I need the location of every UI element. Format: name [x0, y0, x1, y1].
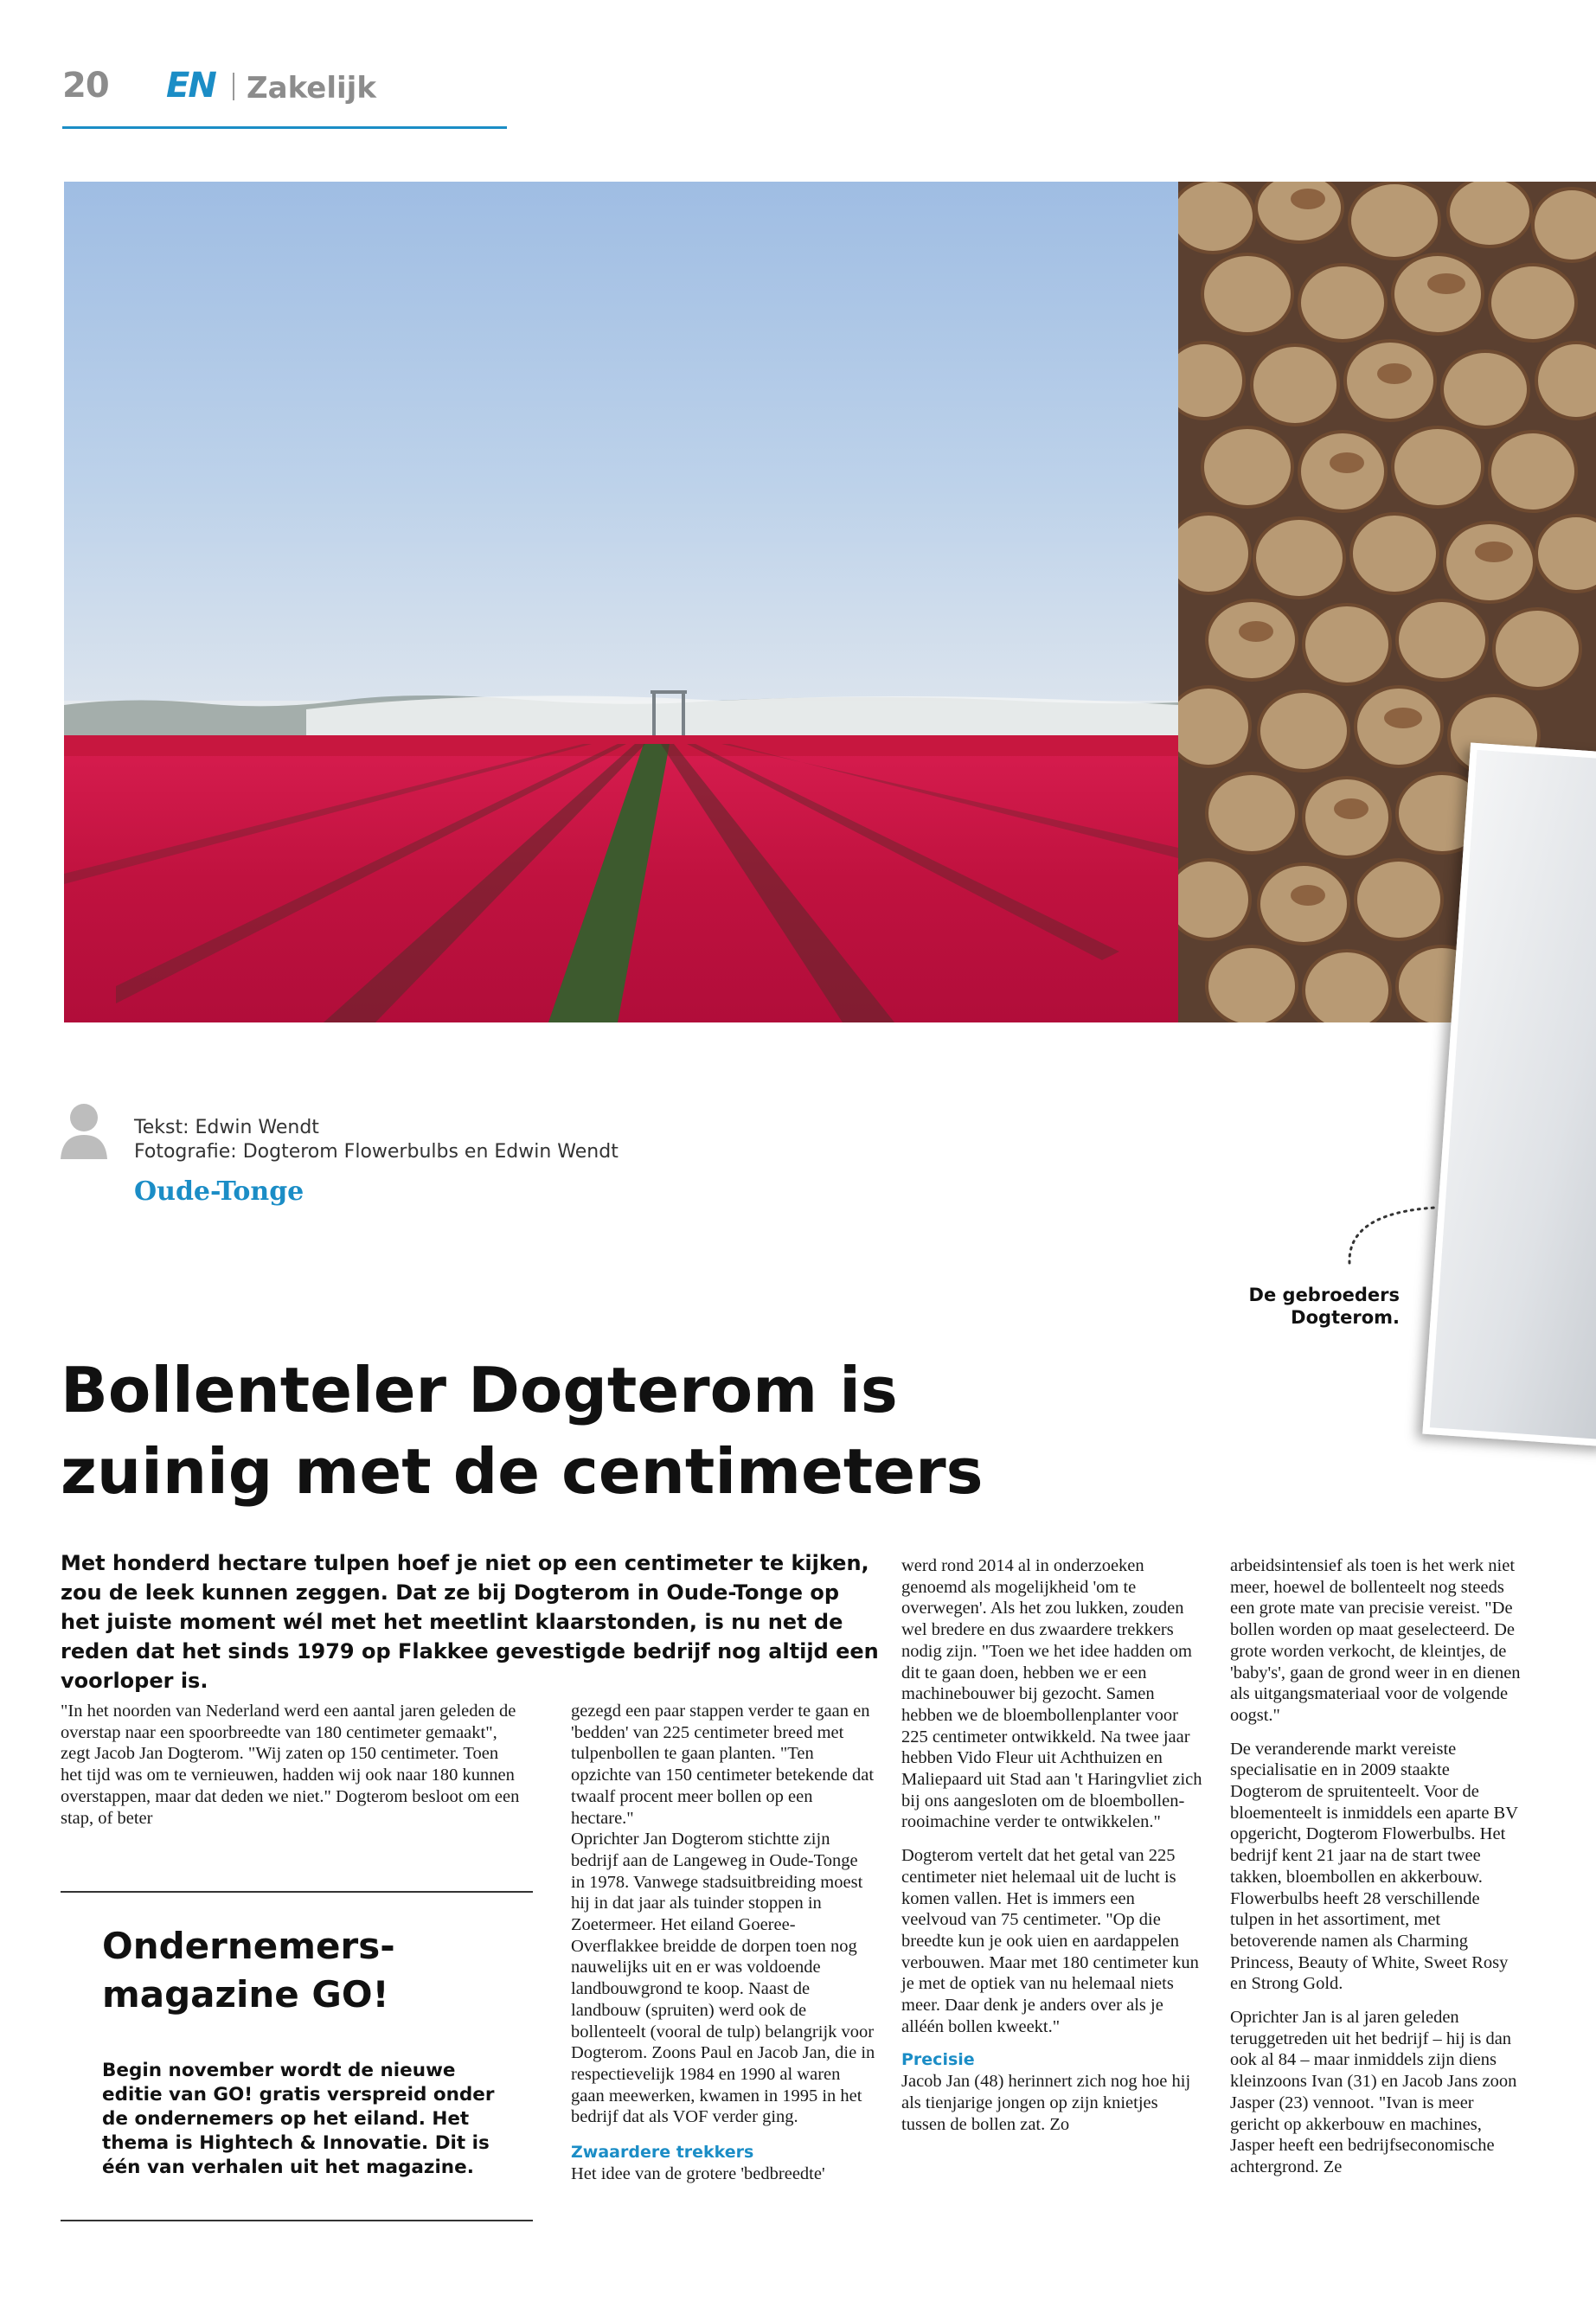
- header-divider: [233, 73, 234, 100]
- page-number: 20: [62, 66, 109, 106]
- box-top-rule: [61, 1891, 533, 1893]
- article-paragraph: werd rond 2014 al in onderzoeken genoemd als mogelijkheid 'om te overwegen'. Als het zou lukken, zouden wel bredere en dus zwaardere trekkers nodig zijn. "Toen we het idee hadden om dit te gaan doen, hebben we er een machinebouwer bij gezocht. Samen hebben we de bloembollenplanter voor 225 centimeter ontwikkeld. Na twee jaar hebben Vido Fleur uit Achthuizen en Maliepaard uit Stad aan 't Haringvliet zich bij ons aangesloten om de bloembollen-rooimachine verder te ontwikkelen.": [901, 1556, 1202, 1832]
- article-paragraph: gezegd een paar stappen verder te gaan en 'bedden' van 225 centimeter breed met tulpenbollen te gaan planten. "Ten opzichte van 150 centimeter betekende dat twaalf procent meer bollen op een hectare.": [571, 1702, 875, 1828]
- article-paragraph: arbeidsintensief als toen is het werk niet meer, hoewel de bollenteelt nog steeds een grote mate van precisie vereist. "De bollen worden op maat geselecteerd. De grote worden verkocht, de kleintjes, de 'baby's', gaan de grond weer in en dienen als uitgangsmateriaal voor de volgende oogst.": [1230, 1556, 1521, 1725]
- en-logo: EN: [166, 66, 215, 106]
- headline: Bollenteler Dogterom is zuinig met de centimeters: [61, 1354, 984, 1508]
- article-column-4: [1230, 1555, 1524, 2190]
- article-paragraph: "In het noorden van Nederland werd een aantal jaren geleden de overstap naar een spoorbreedte van 180 centimeter gemaakt", zegt Jacob Jan Dogterom. "Wij zaten op 150 centimeter. Toen het tijd was om te vernieuwen, hadden wij ook naar 180 kunnen overstappen, maar dat deden we niet." Dogterom besloot om een stap, of beter: [61, 1702, 520, 1828]
- photo-caption: De gebroeders Dogterom.: [1248, 1285, 1400, 1328]
- article-column-3: [901, 1555, 1204, 2147]
- article-paragraph: Oprichter Jan is al jaren geleden teruggetreden uit het bedrijf – hij is dan ook al 84 – maar inmiddels zijn diens kleinzoons Ivan (31) en Jacob Jans zoon Jasper (23) vennoot. "Ivan is meer gericht op akkerbouw en machines, Jasper heeft een bedrijfseconomische achtergrond. Ze: [1230, 2008, 1517, 2176]
- box-title: Ondernemers- magazine GO!: [102, 1925, 395, 2016]
- article-paragraph: Dogterom vertelt dat het getal van 225 centimeter niet helemaal uit de lucht is komen vallen. Het is immers een veelvoud van 75 centimeter. "Op die breedte kun je ook uien en aardappelen verbouwen. Maar met 180 centimeter kun je met de optiek van nu helemaal niets meer. Daar denk je anders over als je alléén bollen kweekt.": [901, 1846, 1199, 2036]
- byline: [134, 1116, 619, 1164]
- section-label: Zakelijk: [247, 71, 376, 106]
- article-paragraph: Jacob Jan (48) herinnert zich nog hoe hij als tienjarige jongen op zijn knietjes tussen de bollen zat. Zo: [901, 2072, 1191, 2134]
- tulip-field-photo: [64, 182, 1178, 1022]
- page-header: [62, 62, 512, 114]
- box-bottom-rule: [61, 2220, 533, 2221]
- subheading-zwaardere-trekkers: Zwaardere trekkers: [571, 2143, 754, 2163]
- box-text: Begin november wordt de nieuwe editie van GO! gratis verspreid onder de ondernemers op het eiland. Het thema is Hightech & Innovatie. Dit is één van verhalen uit het magazine.: [102, 2060, 495, 2178]
- byline-photo: Fotografie: Dogterom Flowerbulbs en Edwin Wendt: [134, 1141, 619, 1163]
- article-column-2: [571, 1701, 875, 2196]
- intro-lead: Met honderd hectare tulpen hoef je niet op een centimeter te kijken, zou de leek kunnen zeggen. Dat ze bij Dogterom in Oude-Tonge op het juiste moment wél met het meetlint klaarstonden, is nu net de reden dat het sinds 1979 op Flakkee gevestigde bedrijf nog altijd een voorloper is.: [61, 1551, 879, 1693]
- article-column-1: [61, 1701, 523, 1841]
- header-rule: [62, 126, 507, 129]
- article-paragraph: De veranderende markt vereiste specialisatie en in 2009 staakte Dogterom de spruitenteelt. Voor de bloementeelt is inmiddels een aparte BV opgericht, Dogterom Flowerbulbs. Het bedrijf kent 21 jaar na de start twee takken, bloembollen en akkerbouw. Flowerbulbs heeft 28 verschillende tulpen in het assortiment, met betoverende namen als Charming Princess, Beauty of White, Sweet Rosy en Strong Gold.: [1230, 1739, 1518, 1994]
- dateline-place: Oude-Tonge: [134, 1176, 304, 1207]
- article-paragraph: Oprichter Jan Dogterom stichtte zijn bedrijf aan de Langeweg in Oude-Tonge in 1978. Vanwege stadsuitbreiding moest hij in dat jaar als tuinder stoppen in Zoetermeer. Het eiland Goeree-Overflakkee breidde de dorpen toen nog nauwelijks uit en er was voldoende landbouwgrond te koop. Naast de landbouw (spruiten) werd ook de bollenteelt (vooral de tulp) belangrijk voor Dogterom. Zoons Paul en Jacob Jan, die in respectievelijk 1984 en 1990 al waren gaan meewerken, kwamen in 1995 in het bedrijf dat als VOF verder ging.: [571, 1830, 875, 2127]
- caption-pointer-icon: [1343, 1195, 1438, 1265]
- author-avatar-icon: [59, 1102, 109, 1159]
- subheading-precisie: Precisie: [901, 2050, 975, 2070]
- byline-text: Tekst: Edwin Wendt: [134, 1117, 319, 1138]
- article-paragraph: Het idee van de grotere 'bedbreedte': [571, 2163, 825, 2183]
